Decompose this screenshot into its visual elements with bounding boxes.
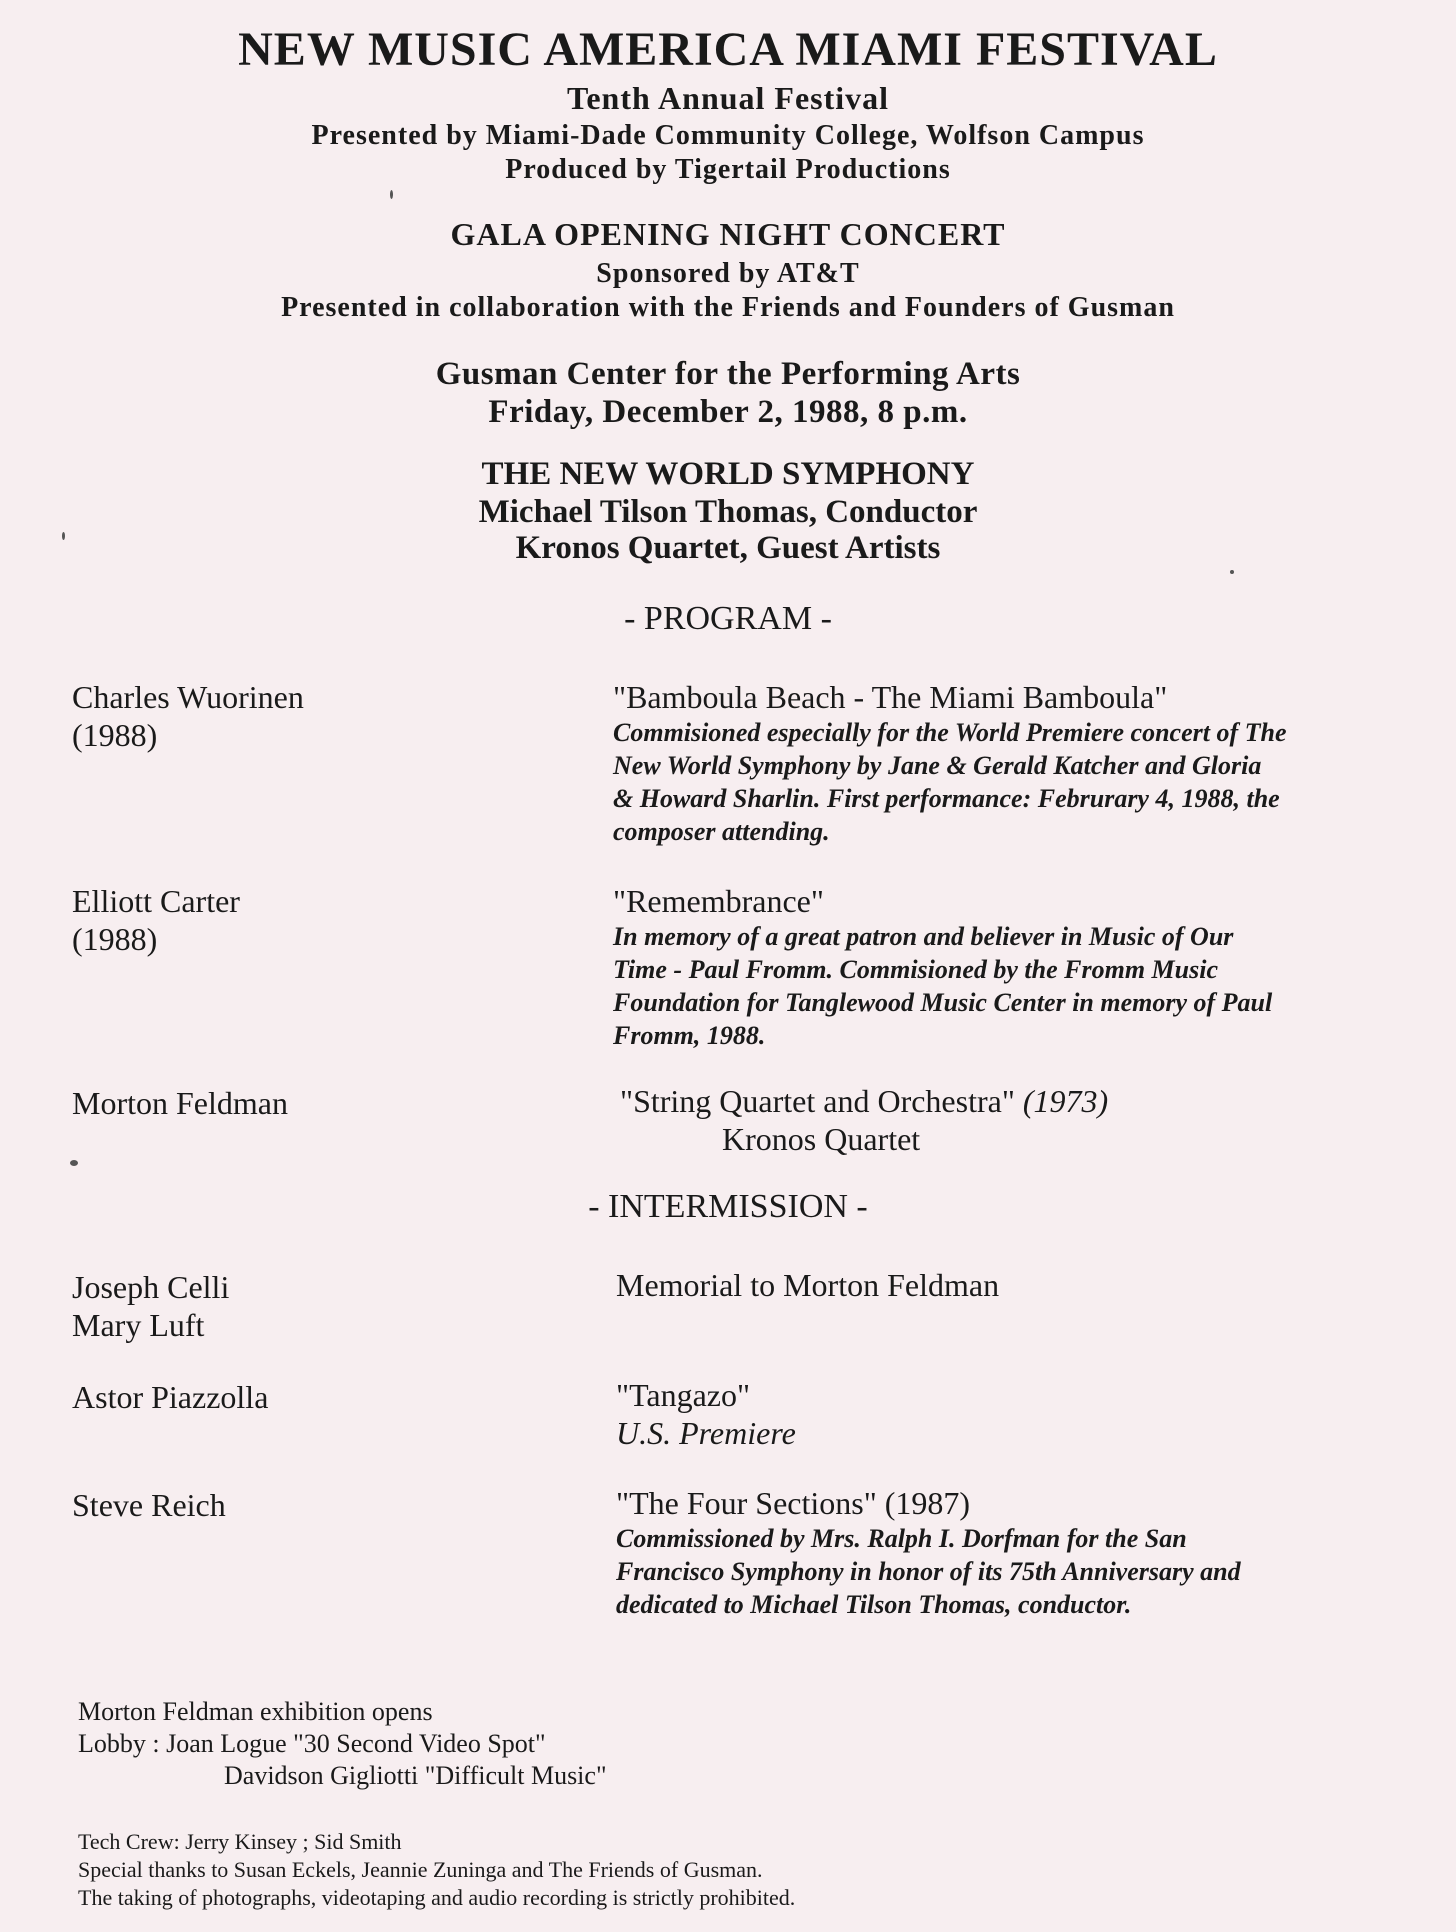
recording-notice: The taking of photographs, videotaping and audio recording is strictly prohibited.	[78, 1885, 796, 1910]
work-title-line	[620, 1082, 1400, 1120]
work-premiere: U.S. Premiere	[616, 1415, 796, 1451]
orchestra-name: THE NEW WORLD SYMPHONY	[481, 456, 975, 492]
paper-speck	[390, 190, 393, 199]
gala-sponsor: Sponsored by AT&T	[596, 258, 860, 289]
work-bamboula	[613, 678, 1393, 848]
work-tangazo	[616, 1376, 1396, 1452]
work-performer: Kronos Quartet	[722, 1121, 921, 1157]
gala-collaboration: Presented in collaboration with the Friends and Founders of Gusman	[281, 292, 1175, 323]
composer-name: Morton Feldman	[72, 1085, 288, 1121]
paper-speck	[1230, 570, 1234, 574]
venue-name: Gusman Center for the Performing Arts	[435, 356, 1021, 392]
work-title: Memorial to Morton Feldman	[616, 1267, 1000, 1303]
note-line: New World Symphony by Jane & Gerald Katcher and Gloria	[613, 751, 1262, 780]
work-remembrance	[613, 882, 1393, 1052]
intermission-heading: - INTERMISSION -	[588, 1188, 868, 1225]
composer-name: Mary Luft	[72, 1307, 205, 1343]
work-note	[616, 1522, 1396, 1621]
note-line: In memory of a great patron and believer in Music of Our	[613, 922, 1234, 951]
exhibition-info	[78, 1696, 607, 1792]
gala-title: GALA OPENING NIGHT CONCERT	[450, 216, 1006, 252]
work-title: "String Quartet and Orchestra"	[620, 1083, 1015, 1119]
note-line: Commisioned especially for the World Premiere concert of The	[613, 718, 1287, 747]
festival-title: NEW MUSIC AMERICA MIAMI FESTIVAL	[238, 23, 1218, 76]
special-thanks: Special thanks to Susan Eckels, Jeannie Zuninga and The Friends of Gusman.	[78, 1857, 763, 1882]
work-string-quartet	[620, 1082, 1400, 1158]
work-title: "Remembrance"	[613, 883, 824, 919]
work-year: (1973)	[1022, 1083, 1109, 1119]
composer-year: (1988)	[72, 717, 158, 753]
work-four-sections	[616, 1484, 1396, 1621]
festival-subtitle: Tenth Annual Festival	[566, 80, 890, 116]
exhibition-line: Morton Feldman exhibition opens	[78, 1697, 433, 1726]
program-heading: - PROGRAM -	[624, 600, 832, 637]
work-note	[613, 920, 1393, 1052]
note-line: Commissioned by Mrs. Ralph I. Dorfman for the San	[616, 1524, 1187, 1553]
composer-celli-luft	[72, 1268, 229, 1344]
composer-piazzolla	[72, 1378, 268, 1416]
tech-crew: Tech Crew: Jerry Kinsey ; Sid Smith	[78, 1829, 402, 1854]
conductor: Michael Tilson Thomas, Conductor	[478, 494, 978, 530]
exhibition-line: Davidson Gigliotti "Difficult Music"	[224, 1761, 607, 1790]
work-title: "The Four Sections" (1987)	[616, 1485, 971, 1521]
work-title: "Tangazo"	[616, 1377, 751, 1413]
note-line: Francisco Symphony in honor of its 75th Anniversary and	[616, 1557, 1241, 1586]
note-line: Fromm, 1988.	[613, 1021, 766, 1050]
note-line: Foundation for Tanglewood Music Center in memory of Paul	[613, 988, 1273, 1017]
composer-carter	[72, 882, 240, 958]
note-line: dedicated to Michael Tilson Thomas, conductor.	[616, 1590, 1132, 1619]
note-line: & Howard Sharlin. First performance: Februrary 4, 1988, the	[613, 784, 1280, 813]
note-line: Time - Paul Fromm. Commisioned by the Fromm Music	[613, 955, 1219, 984]
credits	[78, 1828, 795, 1912]
produced-by: Produced by Tigertail Productions	[505, 154, 951, 185]
work-title: "Bamboula Beach - The Miami Bamboula"	[613, 679, 1168, 715]
paper-speck	[70, 1160, 78, 1166]
composer-wuorinen	[72, 678, 304, 754]
composer-name: Astor Piazzolla	[72, 1379, 269, 1415]
work-memorial	[616, 1266, 1396, 1304]
presented-by: Presented by Miami-Dade Community College, Wolfson Campus	[311, 120, 1145, 151]
composer-reich	[72, 1486, 226, 1524]
exhibition-line: Lobby : Joan Logue "30 Second Video Spot"	[78, 1729, 546, 1758]
venue-datetime: Friday, December 2, 1988, 8 p.m.	[488, 394, 968, 430]
composer-name: Charles Wuorinen	[72, 679, 304, 715]
composer-feldman	[72, 1084, 288, 1122]
note-line: composer attending.	[613, 817, 830, 846]
work-note	[613, 716, 1393, 848]
composer-name: Steve Reich	[72, 1487, 226, 1523]
composer-name: Joseph Celli	[72, 1269, 230, 1305]
paper-speck	[62, 532, 65, 540]
composer-year: (1988)	[72, 921, 158, 957]
guest-artists: Kronos Quartet, Guest Artists	[515, 530, 941, 566]
composer-name: Elliott Carter	[72, 883, 240, 919]
